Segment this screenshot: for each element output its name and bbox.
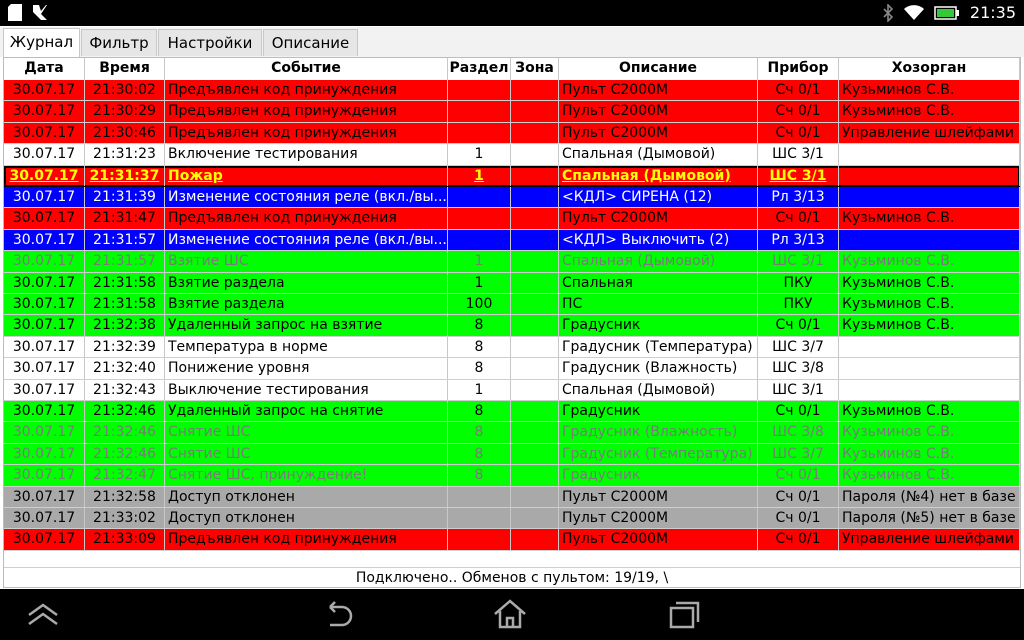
table-row[interactable] bbox=[4, 337, 1020, 358]
cell-zone bbox=[511, 337, 559, 357]
cell-zone bbox=[511, 294, 559, 314]
table-row[interactable] bbox=[4, 508, 1020, 529]
cell-time: 21:30:29 bbox=[85, 101, 165, 121]
cell-description: Пульт С2000М bbox=[559, 208, 758, 228]
cell-event: Взятие раздела bbox=[165, 294, 448, 314]
collapse-up-icon[interactable] bbox=[23, 597, 63, 631]
cell-owner: Кузьминов С.В. bbox=[839, 273, 1020, 293]
cell-section: 1 bbox=[448, 251, 511, 271]
cell-owner: Кузьминов С.В. bbox=[839, 465, 1020, 485]
cell-time: 21:31:57 bbox=[85, 251, 165, 271]
cell-device: ШС 3/1 bbox=[758, 380, 839, 400]
tab-description[interactable]: Описание bbox=[263, 29, 358, 56]
cell-description: Градусник bbox=[559, 315, 758, 335]
cell-section: 1 bbox=[448, 380, 511, 400]
navigation-bar bbox=[0, 589, 1024, 640]
table-row[interactable] bbox=[4, 251, 1020, 272]
cell-section bbox=[448, 529, 511, 549]
cell-owner: Кузьминов С.В. bbox=[839, 208, 1020, 228]
cell-date: 30.07.17 bbox=[4, 294, 85, 314]
cell-description: Градусник (Влажность) bbox=[559, 422, 758, 442]
cell-owner bbox=[839, 187, 1020, 207]
home-icon[interactable] bbox=[490, 597, 530, 631]
cell-section: 8 bbox=[448, 358, 511, 378]
cell-owner bbox=[839, 230, 1020, 250]
tab-filter[interactable]: Фильтр bbox=[81, 29, 157, 56]
cell-time: 21:32:58 bbox=[85, 487, 165, 507]
table-row[interactable] bbox=[4, 422, 1020, 443]
cell-owner: Кузьминов С.В. bbox=[839, 444, 1020, 464]
cell-description: Спальная bbox=[559, 273, 758, 293]
cell-time: 21:32:46 bbox=[85, 422, 165, 442]
cell-date: 30.07.17 bbox=[4, 187, 85, 207]
table-row[interactable] bbox=[4, 187, 1020, 208]
cell-section bbox=[448, 80, 511, 100]
cell-time: 21:32:38 bbox=[85, 315, 165, 335]
table-row[interactable] bbox=[4, 230, 1020, 251]
sd-card-icon bbox=[8, 4, 22, 21]
cell-description: Пульт С2000М bbox=[559, 529, 758, 549]
cell-device: Сч 0/1 bbox=[758, 101, 839, 121]
header-device[interactable]: Прибор bbox=[758, 58, 839, 80]
cell-zone bbox=[511, 101, 559, 121]
connection-status: Подключено.. Обменов с пультом: 19/19, \ bbox=[4, 567, 1020, 588]
cell-zone bbox=[511, 80, 559, 100]
cell-zone bbox=[511, 187, 559, 207]
cell-device: Сч 0/1 bbox=[758, 487, 839, 507]
header-time[interactable]: Время bbox=[85, 58, 165, 80]
cell-zone bbox=[511, 465, 559, 485]
header-event[interactable]: Событие bbox=[165, 58, 448, 80]
header-owner[interactable]: Хозорган bbox=[839, 58, 1020, 80]
cell-description: Спальная (Дымовой) bbox=[559, 251, 758, 271]
cell-device: Сч 0/1 bbox=[758, 315, 839, 335]
cell-date: 30.07.17 bbox=[4, 101, 85, 121]
table-row[interactable] bbox=[4, 80, 1020, 101]
cell-device: Сч 0/1 bbox=[758, 208, 839, 228]
cell-zone bbox=[511, 529, 559, 549]
cell-description: Пульт С2000М bbox=[559, 508, 758, 528]
header-date[interactable]: Дата bbox=[4, 58, 85, 80]
cell-description: Пульт С2000М bbox=[559, 123, 758, 143]
cell-zone bbox=[511, 508, 559, 528]
cell-time: 21:31:37 bbox=[85, 166, 165, 186]
table-row[interactable] bbox=[4, 315, 1020, 336]
cell-zone bbox=[511, 273, 559, 293]
cell-section bbox=[448, 230, 511, 250]
cell-event: Предъявлен код принуждения bbox=[165, 208, 448, 228]
cell-event: Понижение уровня bbox=[165, 358, 448, 378]
cell-owner: Управление шлейфами bbox=[839, 123, 1020, 143]
cell-device: Рл 3/13 bbox=[758, 230, 839, 250]
cell-owner: Пароля (№5) нет в базе bbox=[839, 508, 1020, 528]
cell-time: 21:32:47 bbox=[85, 465, 165, 485]
cell-section: 8 bbox=[448, 444, 511, 464]
cell-zone bbox=[511, 358, 559, 378]
wifi-icon bbox=[904, 5, 924, 21]
table-row[interactable] bbox=[4, 294, 1020, 315]
cell-section: 1 bbox=[448, 144, 511, 164]
cell-section: 1 bbox=[448, 273, 511, 293]
cell-time: 21:33:02 bbox=[85, 508, 165, 528]
cell-owner: Кузьминов С.В. bbox=[839, 101, 1020, 121]
cell-time: 21:31:23 bbox=[85, 144, 165, 164]
cell-event: Удаленный запрос на взятие bbox=[165, 315, 448, 335]
header-section[interactable]: Раздел bbox=[448, 58, 511, 80]
cell-owner bbox=[839, 380, 1020, 400]
cell-owner bbox=[839, 337, 1020, 357]
cell-zone bbox=[511, 401, 559, 421]
cell-event: Предъявлен код принуждения bbox=[165, 80, 448, 100]
cell-event: Предъявлен код принуждения bbox=[165, 529, 448, 549]
cell-description: Пульт С2000М bbox=[559, 487, 758, 507]
table-row[interactable] bbox=[4, 358, 1020, 379]
cell-description: Градусник (Температура) bbox=[559, 337, 758, 357]
cell-zone bbox=[511, 251, 559, 271]
cell-date: 30.07.17 bbox=[4, 465, 85, 485]
table-row[interactable] bbox=[4, 166, 1020, 187]
cell-description: <КДЛ> Выключить (2) bbox=[559, 230, 758, 250]
cell-device: Сч 0/1 bbox=[758, 529, 839, 549]
cell-date: 30.07.17 bbox=[4, 208, 85, 228]
cell-date: 30.07.17 bbox=[4, 422, 85, 442]
cell-description: Градусник bbox=[559, 401, 758, 421]
cell-zone bbox=[511, 422, 559, 442]
tab-journal[interactable]: Журнал bbox=[3, 28, 80, 57]
cell-section: 1 bbox=[448, 166, 511, 186]
cell-event: Пожар bbox=[165, 166, 448, 186]
back-icon[interactable] bbox=[318, 597, 358, 631]
battery-icon bbox=[934, 6, 960, 20]
cell-section: 8 bbox=[448, 465, 511, 485]
cell-zone bbox=[511, 230, 559, 250]
cell-date: 30.07.17 bbox=[4, 144, 85, 164]
cell-time: 21:31:39 bbox=[85, 187, 165, 207]
cell-event: Температура в норме bbox=[165, 337, 448, 357]
cell-zone bbox=[511, 166, 559, 186]
cell-device: ПКУ bbox=[758, 273, 839, 293]
cell-section: 8 bbox=[448, 401, 511, 421]
cell-device: ШС 3/1 bbox=[758, 251, 839, 271]
cell-device: ПКУ bbox=[758, 294, 839, 314]
cell-event: Снятие ШС bbox=[165, 444, 448, 464]
cell-description: ПС bbox=[559, 294, 758, 314]
cell-section bbox=[448, 208, 511, 228]
journal-table bbox=[3, 57, 1021, 588]
cell-event: Удаленный запрос на снятие bbox=[165, 401, 448, 421]
cell-date: 30.07.17 bbox=[4, 315, 85, 335]
cell-date: 30.07.17 bbox=[4, 166, 85, 186]
cell-section bbox=[448, 487, 511, 507]
tab-settings[interactable]: Настройки bbox=[158, 29, 262, 56]
cell-time: 21:31:58 bbox=[85, 294, 165, 314]
cell-date: 30.07.17 bbox=[4, 251, 85, 271]
cell-date: 30.07.17 bbox=[4, 123, 85, 143]
clock: 21:35 bbox=[969, 3, 1016, 22]
cell-device: ШС 3/7 bbox=[758, 444, 839, 464]
cell-event: Взятие раздела bbox=[165, 273, 448, 293]
cell-owner: Кузьминов С.В. bbox=[839, 422, 1020, 442]
cell-time: 21:32:46 bbox=[85, 444, 165, 464]
cell-owner: Кузьминов С.В. bbox=[839, 80, 1020, 100]
cell-device: Сч 0/1 bbox=[758, 465, 839, 485]
cell-date: 30.07.17 bbox=[4, 444, 85, 464]
cell-event: Снятие ШС bbox=[165, 422, 448, 442]
header-zone[interactable]: Зона bbox=[511, 58, 559, 80]
status-bar bbox=[0, 0, 1024, 26]
cell-device: ШС 3/1 bbox=[758, 144, 839, 164]
table-header bbox=[4, 58, 1020, 80]
cell-date: 30.07.17 bbox=[4, 487, 85, 507]
table-row[interactable] bbox=[4, 444, 1020, 465]
cell-section bbox=[448, 101, 511, 121]
cell-time: 21:32:43 bbox=[85, 380, 165, 400]
cell-owner: Кузьминов С.В. bbox=[839, 401, 1020, 421]
cell-date: 30.07.17 bbox=[4, 230, 85, 250]
table-row[interactable] bbox=[4, 401, 1020, 422]
cell-date: 30.07.17 bbox=[4, 508, 85, 528]
table-row[interactable] bbox=[4, 144, 1020, 165]
cell-device: Сч 0/1 bbox=[758, 80, 839, 100]
cell-time: 21:32:39 bbox=[85, 337, 165, 357]
cell-section bbox=[448, 187, 511, 207]
cell-device: Сч 0/1 bbox=[758, 401, 839, 421]
table-row[interactable] bbox=[4, 273, 1020, 294]
recent-apps-icon[interactable] bbox=[664, 597, 704, 631]
cell-time: 21:31:57 bbox=[85, 230, 165, 250]
cell-event: Доступ отклонен bbox=[165, 487, 448, 507]
cell-time: 21:31:47 bbox=[85, 208, 165, 228]
cell-event: Предъявлен код принуждения bbox=[165, 123, 448, 143]
table-row[interactable] bbox=[4, 123, 1020, 144]
table-row[interactable] bbox=[4, 465, 1020, 486]
cell-date: 30.07.17 bbox=[4, 401, 85, 421]
cell-description: <КДЛ> СИРЕНА (12) bbox=[559, 187, 758, 207]
cell-zone bbox=[511, 123, 559, 143]
cell-event: Доступ отклонен bbox=[165, 508, 448, 528]
cell-device: Сч 0/1 bbox=[758, 123, 839, 143]
table-row[interactable] bbox=[4, 487, 1020, 508]
cell-description: Градусник bbox=[559, 465, 758, 485]
cell-event: Предъявлен код принуждения bbox=[165, 101, 448, 121]
header-description[interactable]: Описание bbox=[559, 58, 758, 80]
cell-time: 21:33:09 bbox=[85, 529, 165, 549]
cell-device: ШС 3/7 bbox=[758, 337, 839, 357]
cell-section bbox=[448, 508, 511, 528]
cell-event: Включение тестирования bbox=[165, 144, 448, 164]
table-row[interactable] bbox=[4, 380, 1020, 401]
app-notification-icon bbox=[32, 4, 48, 21]
cell-date: 30.07.17 bbox=[4, 380, 85, 400]
cell-description: Градусник (Влажность) bbox=[559, 358, 758, 378]
cell-date: 30.07.17 bbox=[4, 358, 85, 378]
cell-description: Спальная (Дымовой) bbox=[559, 144, 758, 164]
cell-date: 30.07.17 bbox=[4, 337, 85, 357]
cell-zone bbox=[511, 444, 559, 464]
cell-description: Пульт С2000М bbox=[559, 80, 758, 100]
cell-section: 100 bbox=[448, 294, 511, 314]
cell-owner: Управление шлейфами bbox=[839, 529, 1020, 549]
cell-time: 21:32:46 bbox=[85, 401, 165, 421]
cell-event: Выключение тестирования bbox=[165, 380, 448, 400]
cell-time: 21:31:58 bbox=[85, 273, 165, 293]
cell-device: Сч 0/1 bbox=[758, 508, 839, 528]
cell-description: Спальная (Дымовой) bbox=[559, 380, 758, 400]
cell-time: 21:30:02 bbox=[85, 80, 165, 100]
cell-section: 8 bbox=[448, 422, 511, 442]
cell-owner: Кузьминов С.В. bbox=[839, 315, 1020, 335]
cell-owner bbox=[839, 144, 1020, 164]
cell-owner: Кузьминов С.В. bbox=[839, 251, 1020, 271]
cell-zone bbox=[511, 315, 559, 335]
table-row[interactable] bbox=[4, 529, 1020, 550]
bluetooth-icon bbox=[882, 4, 894, 22]
cell-device: ШС 3/1 bbox=[758, 166, 839, 186]
cell-event: Изменение состояния реле (вкл./вы... bbox=[165, 187, 448, 207]
cell-zone bbox=[511, 380, 559, 400]
cell-owner: Пароля (№4) нет в базе bbox=[839, 487, 1020, 507]
cell-time: 21:30:46 bbox=[85, 123, 165, 143]
cell-owner bbox=[839, 358, 1020, 378]
cell-section: 8 bbox=[448, 337, 511, 357]
cell-event: Изменение состояния реле (вкл./вы... bbox=[165, 230, 448, 250]
cell-owner bbox=[839, 166, 1020, 186]
cell-device: Рл 3/13 bbox=[758, 187, 839, 207]
cell-description: Спальная (Дымовой) bbox=[559, 166, 758, 186]
tab-bar bbox=[0, 27, 1024, 57]
cell-date: 30.07.17 bbox=[4, 80, 85, 100]
cell-zone bbox=[511, 208, 559, 228]
cell-date: 30.07.17 bbox=[4, 529, 85, 549]
cell-zone bbox=[511, 487, 559, 507]
cell-device: ШС 3/8 bbox=[758, 422, 839, 442]
cell-device: ШС 3/8 bbox=[758, 358, 839, 378]
table-row[interactable] bbox=[4, 101, 1020, 122]
cell-section bbox=[448, 123, 511, 143]
table-row[interactable] bbox=[4, 208, 1020, 229]
cell-description: Градусник (Температура) bbox=[559, 444, 758, 464]
cell-event: Снятие ШС, принуждение! bbox=[165, 465, 448, 485]
cell-zone bbox=[511, 144, 559, 164]
cell-description: Пульт С2000М bbox=[559, 101, 758, 121]
cell-time: 21:32:40 bbox=[85, 358, 165, 378]
cell-event: Взятие ШС bbox=[165, 251, 448, 271]
cell-section: 8 bbox=[448, 315, 511, 335]
cell-owner: Кузьминов С.В. bbox=[839, 294, 1020, 314]
cell-date: 30.07.17 bbox=[4, 273, 85, 293]
